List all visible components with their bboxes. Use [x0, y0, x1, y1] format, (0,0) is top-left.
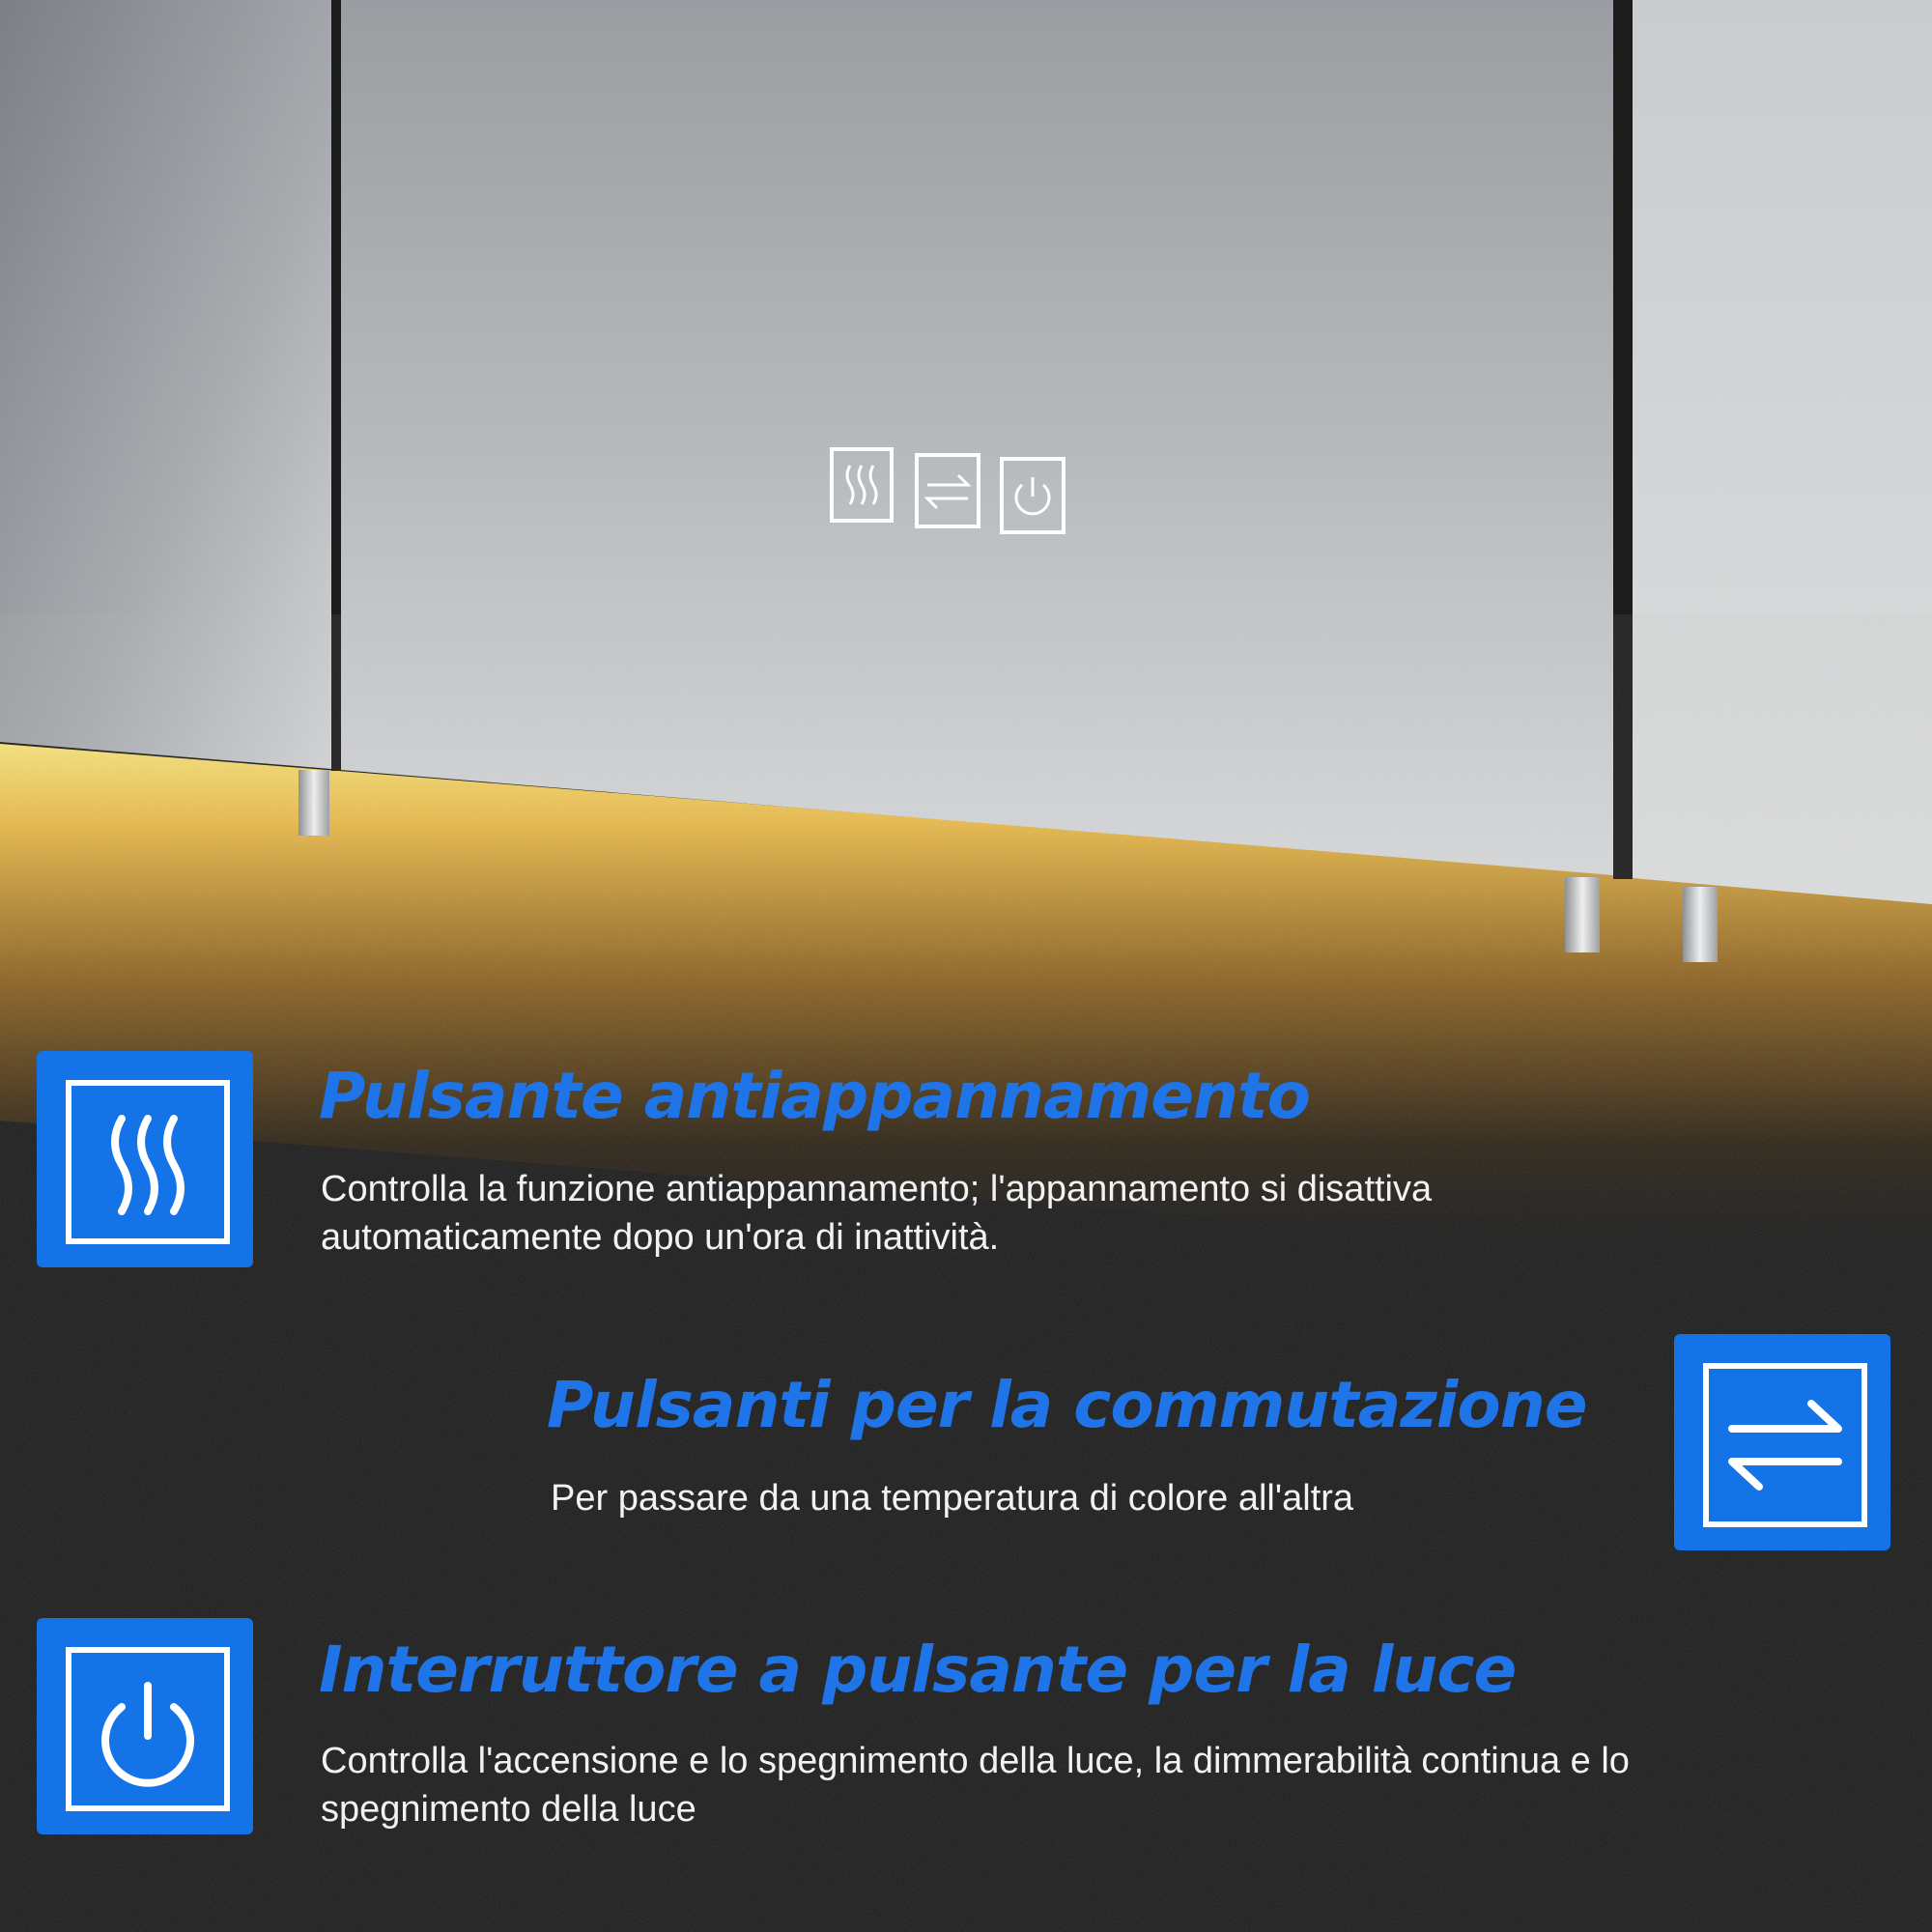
feature-description: Per passare da una temperatura di colore all'altra	[551, 1478, 1354, 1519]
feature-description: Controlla la funzione antiappannamento; l'appannamento si disattiva automaticamente dopo un'ora di inattività.	[321, 1169, 1433, 1258]
steam-icon	[66, 1080, 230, 1244]
feature-title: Pulsante antiappannamento	[319, 1059, 1310, 1133]
switch-arrows-icon[interactable]	[914, 452, 981, 529]
light-switch-tile	[37, 1618, 253, 1834]
antifog-tile	[37, 1051, 253, 1267]
switch-arrows-icon	[1703, 1363, 1867, 1527]
steam-icon[interactable]	[829, 446, 895, 524]
feature-description: Controlla l'accensione e lo spegnimento della luce, la dimmerabilità continua e lo spegnimento della luce	[321, 1741, 1630, 1830]
power-icon[interactable]	[999, 456, 1066, 535]
feature-title: Pulsanti per la commutazione	[547, 1368, 1587, 1442]
power-icon	[66, 1647, 230, 1811]
color-switch-tile	[1674, 1334, 1890, 1550]
mirror-touch-panel	[829, 446, 1070, 535]
feature-title: Interruttore a pulsante per la luce	[319, 1633, 1517, 1707]
